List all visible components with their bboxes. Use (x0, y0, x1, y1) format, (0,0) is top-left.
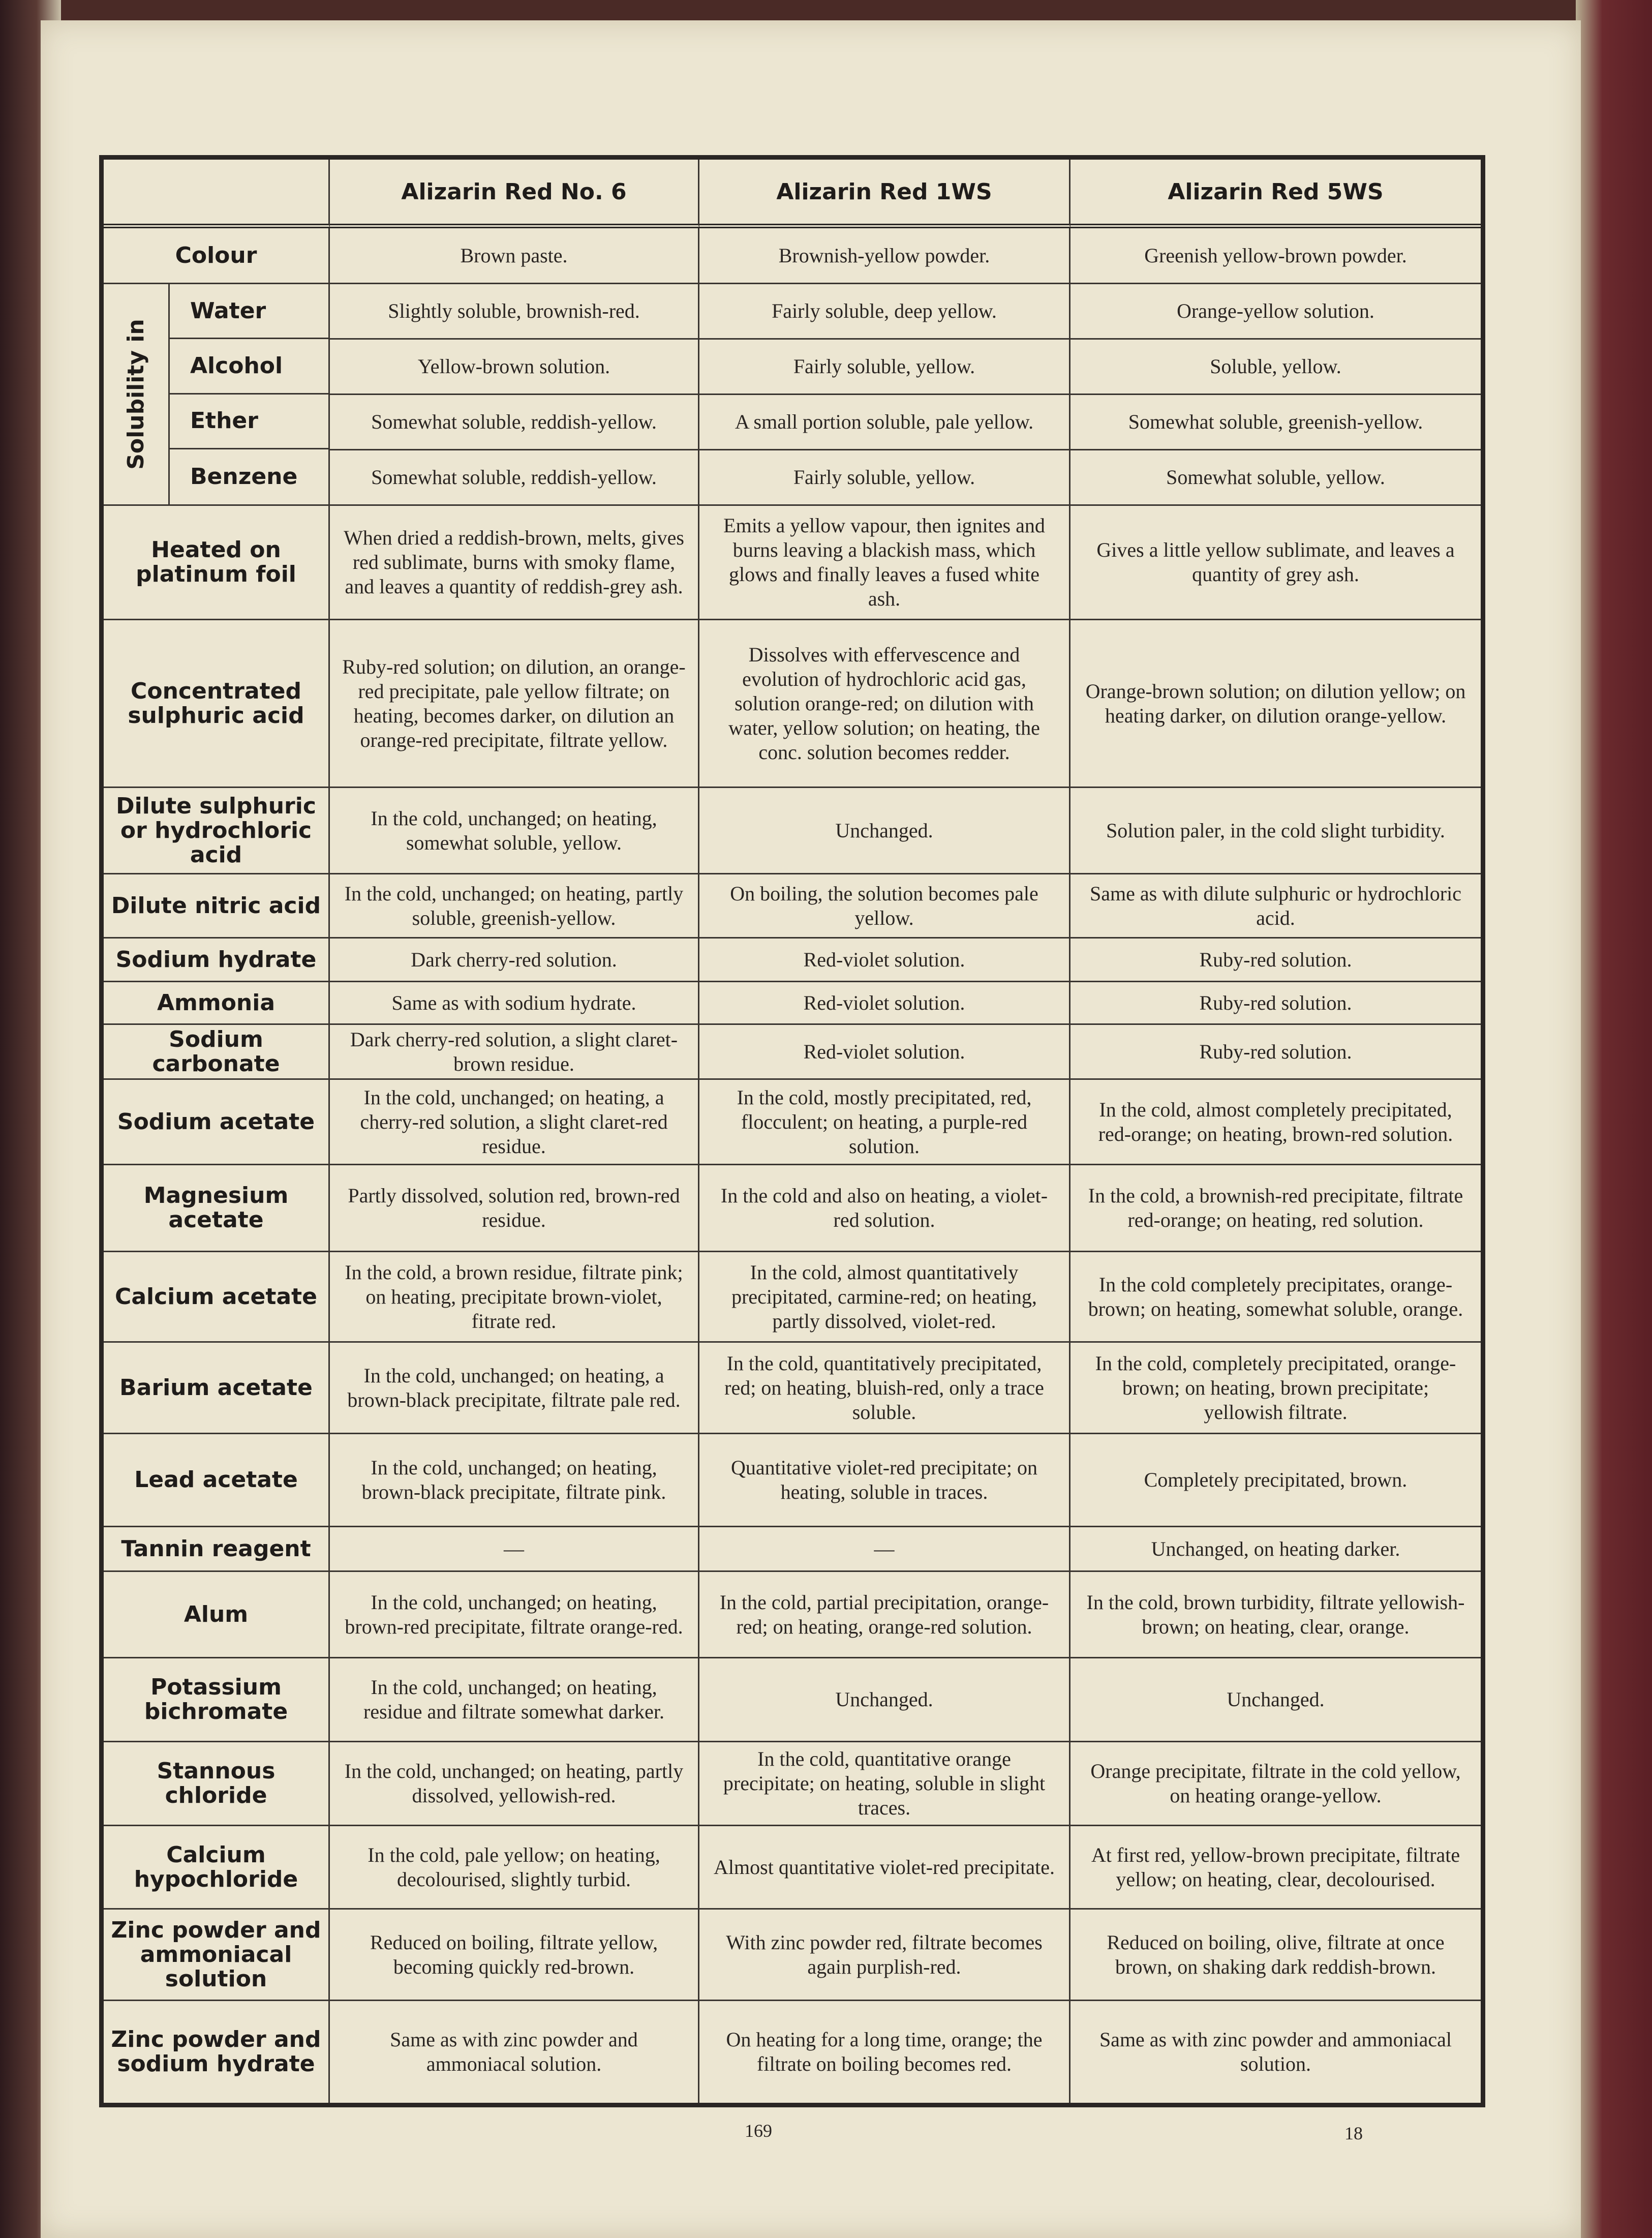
cell-ether-no6: Somewhat soluble, reddish-yellow. (330, 395, 699, 450)
row-label-heated-platinum-foil: Heated on platinum foil (104, 506, 330, 620)
cell-sodium-acetate-5ws: In the cold, almost completely precipitated, red-orange; on heating, brown-red solution. (1070, 1080, 1481, 1165)
row-label-colour: Colour (104, 228, 330, 284)
cell-colour-1ws: Brownish-yellow powder. (699, 228, 1070, 284)
row-label-alcohol: Alcohol (170, 339, 328, 394)
solubility-label-text: Solubility in (123, 319, 149, 470)
cell-magnesium-acetate-1ws: In the cold and also on heating, a violet-red solution. (699, 1165, 1070, 1252)
column-header-alizarin-red-no6: Alizarin Red No. 6 (330, 160, 699, 228)
cell-calcium-hypochloride-5ws: At first red, yellow-brown precipitate, filtrate yellow; on heating, clear, decolourised. (1070, 1826, 1481, 1910)
cell-potassium-bichromate-1ws: Unchanged. (699, 1658, 1070, 1742)
cell-lead-acetate-1ws: Quantitative violet-red precipitate; on heating, soluble in traces. (699, 1434, 1070, 1527)
row-label-water: Water (170, 284, 328, 339)
row-label-calcium-hypochloride: Calcium hypochloride (104, 1826, 330, 1910)
cell-tannin-no6: — (330, 1527, 699, 1572)
cell-conc-sulphuric-5ws: Orange-brown solution; on dilution yellow; on heating darker, on dilution orange-yellow. (1070, 620, 1481, 788)
column-header-alizarin-red-1ws: Alizarin Red 1WS (699, 160, 1070, 228)
row-label-calcium-acetate: Calcium acetate (104, 1252, 330, 1343)
cell-alum-1ws: In the cold, partial precipitation, orange-red; on heating, orange-red solution. (699, 1572, 1070, 1658)
cell-calcium-acetate-1ws: In the cold, almost quantitatively precipitated, carmine-red; on heating, partly dissolved, violet-red. (699, 1252, 1070, 1343)
cell-alcohol-5ws: Soluble, yellow. (1070, 340, 1481, 395)
row-label-barium-acetate: Barium acetate (104, 1343, 330, 1434)
cell-colour-5ws: Greenish yellow-brown powder. (1070, 228, 1481, 284)
cell-tannin-1ws: — (699, 1527, 1070, 1572)
cell-barium-acetate-1ws: In the cold, quantitatively precipitated, red; on heating, bluish-red, only a trace soluble. (699, 1343, 1070, 1434)
dye-properties-table (99, 155, 1485, 2107)
row-label-zinc-sodium-hydrate: Zinc powder and sodium hydrate (104, 2001, 330, 2103)
row-label-magnesium-acetate: Magnesium acetate (104, 1165, 330, 1252)
row-label-lead-acetate: Lead acetate (104, 1434, 330, 1527)
cell-colour-no6: Brown paste. (330, 228, 699, 284)
row-label-alum: Alum (104, 1572, 330, 1658)
book-page (41, 20, 1581, 2238)
row-label-zinc-ammoniacal: Zinc powder and ammoniacal solution (104, 1910, 330, 2001)
cell-stannous-chloride-5ws: Orange precipitate, filtrate in the cold yellow, on heating orange-yellow. (1070, 1742, 1481, 1826)
cell-conc-sulphuric-no6: Ruby-red solution; on dilution, an orange-red precipitate, pale yellow filtrate; on heating, becomes darker, on dilution an orange-red precipitate, filtrate yellow. (330, 620, 699, 788)
row-label-benzene: Benzene (190, 463, 298, 490)
cell-sodium-hydrate-1ws: Red-violet solution. (699, 939, 1070, 982)
cell-water-5ws: Orange-yellow solution. (1070, 284, 1481, 340)
solubility-group (104, 284, 330, 506)
cell-sodium-acetate-1ws: In the cold, mostly precipitated, red, flocculent; on heating, a purple-red solution. (699, 1080, 1070, 1165)
cell-stannous-chloride-1ws: In the cold, quantitative orange precipitate; on heating, soluble in slight traces. (699, 1742, 1070, 1826)
cell-conc-sulphuric-1ws: Dissolves with effervescence and evolution of hydrochloric acid gas, solution orange-red; on dilution with water, yellow solution; on heating, the conc. solution becomes redder. (699, 620, 1070, 788)
cell-sodium-acetate-no6: In the cold, unchanged; on heating, a cherry-red solution, a slight claret-red residue. (330, 1080, 699, 1165)
cell-dilute-sulphuric-no6: In the cold, unchanged; on heating, somewhat soluble, yellow. (330, 788, 699, 874)
cell-benzene-5ws: Somewhat soluble, yellow. (1070, 450, 1481, 506)
cell-potassium-bichromate-5ws: Unchanged. (1070, 1658, 1481, 1742)
row-label-sodium-hydrate: Sodium hydrate (104, 939, 330, 982)
cell-lead-acetate-5ws: Completely precipitated, brown. (1070, 1434, 1481, 1527)
row-label-stannous-chloride: Stannous chloride (104, 1742, 330, 1826)
row-label-dilute-sulphuric-hydrochloric: Dilute sulphuric or hydrochloric acid (104, 788, 330, 874)
cell-dilute-nitric-1ws: On boiling, the solution becomes pale yellow. (699, 874, 1070, 939)
cell-magnesium-acetate-no6: Partly dissolved, solution red, brown-red residue. (330, 1165, 699, 1252)
cell-dilute-nitric-5ws: Same as with dilute sulphuric or hydrochloric acid. (1070, 874, 1481, 939)
cell-heated-1ws: Emits a yellow vapour, then ignites and burns leaving a blackish mass, which glows and finally leaves a fused white ash. (699, 506, 1070, 620)
header-corner (104, 160, 330, 228)
cell-ether-5ws: Somewhat soluble, greenish-yellow. (1070, 395, 1481, 450)
row-label-concentrated-sulphuric-acid: Concentrated sulphuric acid (104, 620, 330, 788)
cell-barium-acetate-5ws: In the cold, completely precipitated, orange-brown; on heating, brown precipitate; yellowish filtrate. (1070, 1343, 1481, 1434)
cell-lead-acetate-no6: In the cold, unchanged; on heating, brown-black precipitate, filtrate pink. (330, 1434, 699, 1527)
solubility-group-label (104, 284, 170, 504)
cell-sodium-hydrate-no6: Dark cherry-red solution. (330, 939, 699, 982)
cell-benzene-no6: Somewhat soluble, reddish-yellow. (330, 450, 699, 506)
column-header-alizarin-red-5ws: Alizarin Red 5WS (1070, 160, 1481, 228)
cell-heated-5ws: Gives a little yellow sublimate, and leaves a quantity of grey ash. (1070, 506, 1481, 620)
cell-sodium-carbonate-1ws: Red-violet solution. (699, 1025, 1070, 1080)
signature-mark: 18 (1344, 2123, 1363, 2143)
cell-calcium-acetate-no6: In the cold, a brown residue, filtrate pink; on heating, precipitate brown-violet, fitrate red. (330, 1252, 699, 1343)
cell-heated-no6: When dried a reddish-brown, melts, gives red sublimate, burns with smoky flame, and leaves a quantity of reddish-grey ash. (330, 506, 699, 620)
cell-magnesium-acetate-5ws: In the cold, a brownish-red precipitate, filtrate red-orange; on heating, red solution. (1070, 1165, 1481, 1252)
cell-zinc-ammoniacal-no6: Reduced on boiling, filtrate yellow, becoming quickly red-brown. (330, 1910, 699, 2001)
cell-sodium-hydrate-5ws: Ruby-red solution. (1070, 939, 1481, 982)
cell-benzene-1ws: Fairly soluble, yellow. (699, 450, 1070, 506)
cell-alcohol-1ws: Fairly soluble, yellow. (699, 340, 1070, 395)
row-label-ether: Ether (170, 395, 328, 449)
cell-dilute-nitric-no6: In the cold, unchanged; on heating, partly soluble, greenish-yellow. (330, 874, 699, 939)
cell-ammonia-1ws: Red-violet solution. (699, 982, 1070, 1025)
cell-sodium-carbonate-no6: Dark cherry-red solution, a slight claret-brown residue. (330, 1025, 699, 1080)
row-label-tannin-reagent: Tannin reagent (104, 1527, 330, 1572)
cell-ammonia-5ws: Ruby-red solution. (1070, 982, 1481, 1025)
cell-zinc-sodium-1ws: On heating for a long time, orange; the filtrate on boiling becomes red. (699, 2001, 1070, 2103)
cell-potassium-bichromate-no6: In the cold, unchanged; on heating, residue and filtrate somewhat darker. (330, 1658, 699, 1742)
cell-dilute-sulphuric-5ws: Solution paler, in the cold slight turbidity. (1070, 788, 1481, 874)
cell-water-1ws: Fairly soluble, deep yellow. (699, 284, 1070, 340)
cell-zinc-sodium-5ws: Same as with zinc powder and ammoniacal solution. (1099, 2028, 1452, 2075)
page-number: 169 (745, 2121, 772, 2141)
cell-ether-1ws: A small portion soluble, pale yellow. (699, 395, 1070, 450)
cell-alum-no6: In the cold, unchanged; on heating, brown-red precipitate, filtrate orange-red. (330, 1572, 699, 1658)
row-label-ammonia: Ammonia (104, 982, 330, 1025)
cell-alum-5ws: In the cold, brown turbidity, filtrate yellowish-brown; on heating, clear, orange. (1070, 1572, 1481, 1658)
cell-ammonia-no6: Same as with sodium hydrate. (330, 982, 699, 1025)
cell-zinc-ammoniacal-5ws: Reduced on boiling, olive, filtrate at once brown, on shaking dark reddish-brown. (1070, 1910, 1481, 2001)
cell-water-no6: Slightly soluble, brownish-red. (330, 284, 699, 340)
row-label-sodium-acetate: Sodium acetate (104, 1080, 330, 1165)
cell-calcium-acetate-5ws: In the cold completely precipitates, orange-brown; on heating, somewhat soluble, orange. (1070, 1252, 1481, 1343)
cell-stannous-chloride-no6: In the cold, unchanged; on heating, partly dissolved, yellowish-red. (330, 1742, 699, 1826)
solubility-sublabels (170, 284, 328, 504)
cell-sodium-carbonate-5ws: Ruby-red solution. (1070, 1025, 1481, 1080)
cell-zinc-ammoniacal-1ws: With zinc powder red, filtrate becomes again purplish-red. (699, 1910, 1070, 2001)
cell-barium-acetate-no6: In the cold, unchanged; on heating, a brown-black precipitate, filtrate pale red. (330, 1343, 699, 1434)
cell-zinc-sodium-no6: Same as with zinc powder and ammoniacal solution. (330, 2001, 699, 2103)
row-label-sodium-carbonate: Sodium carbonate (104, 1025, 330, 1080)
row-label-potassium-bichromate: Potassium bichromate (104, 1658, 330, 1742)
cell-calcium-hypochloride-no6: In the cold, pale yellow; on heating, decolourised, slightly turbid. (330, 1826, 699, 1910)
row-label-dilute-nitric-acid: Dilute nitric acid (104, 874, 330, 939)
cell-dilute-sulphuric-1ws: Unchanged. (699, 788, 1070, 874)
book-cover-right (1576, 0, 1652, 2238)
cell-tannin-5ws: Unchanged, on heating darker. (1070, 1527, 1481, 1572)
cell-alcohol-no6: Yellow-brown solution. (330, 340, 699, 395)
cell-calcium-hypochloride-1ws: Almost quantitative violet-red precipitate. (699, 1826, 1070, 1910)
